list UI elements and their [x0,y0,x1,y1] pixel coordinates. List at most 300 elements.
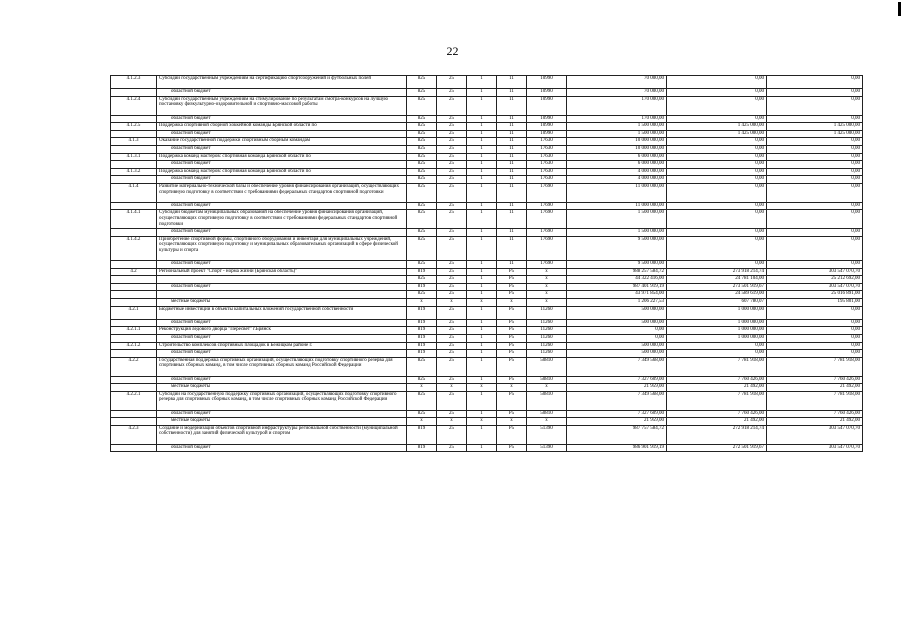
row-amount-year1: 10 000 000,00 [567,138,667,146]
row-subsection: 1 [467,425,497,444]
row-amount-year2: 0,00 [667,161,767,169]
row-name: Поддержка спортивной сборной хоккейной команды Брянской области по [157,123,407,131]
row-code [111,350,157,358]
row-section: 25 [437,96,467,115]
row-target-b: 17630 [527,145,567,153]
row-target-a: 11 [497,202,527,210]
table-row [111,410,863,418]
row-amount-year2: 0,00 [667,261,767,269]
row-amount-year3: 25 212 692,00 [767,276,863,284]
row-code [111,115,157,123]
row-subsection: 1 [467,410,497,418]
row-gr: 819 [407,444,437,452]
row-amount-year1: 500 000,00 [567,342,667,350]
row-code: 4.2.1.1 [111,327,157,335]
row-gr: 825 [407,183,437,202]
row-target-a: 11 [497,123,527,131]
table-row [111,376,863,384]
row-amount-year2: 0,00 [667,76,767,89]
row-amount-year1: 500 000,00 [567,319,667,327]
row-amount-year1: 9 500 000,00 [567,236,667,260]
row-amount-year3: 0,00 [767,210,863,229]
table-row [111,357,863,376]
table-row [111,327,863,335]
row-amount-year1: 70 000,00 [567,89,667,97]
row-target-b: 11260 [527,350,567,358]
row-gr: 825 [407,130,437,138]
row-amount-year3: 0,00 [767,342,863,350]
row-amount-year3: 25 016 891,00 [767,291,863,299]
row-target-b: 50810 [527,391,567,410]
row-target-b: 10990 [527,89,567,97]
row-code [111,276,157,284]
row-subsection: 1 [467,276,497,284]
row-target-a: P5 [497,444,527,452]
budget-table [110,75,863,452]
row-target-a: P5 [497,376,527,384]
row-amount-year3: 303 547 070,70 [767,283,863,291]
row-amount-year2: 607 780,07 [667,299,767,307]
row-subsection: 1 [467,350,497,358]
row-gr: 825 [407,138,437,146]
row-target-a: P5 [497,425,527,444]
row-subsection: 1 [467,153,497,161]
row-code: 4.1.3 [111,138,157,146]
row-target-b: 50810 [527,376,567,384]
row-code [111,283,157,291]
row-target-b: 50810 [527,410,567,418]
row-amount-year3: 1 425 000,00 [767,130,863,138]
row-amount-year3: 0,00 [767,350,863,358]
row-target-b: 17630 [527,176,567,184]
row-amount-year3: 0,00 [767,183,863,202]
row-name [157,276,407,284]
row-target-a: x [497,418,527,426]
row-subsection: 1 [467,283,497,291]
row-gr: 819 [407,350,437,358]
row-amount-year2: 272 501 919,67 [667,444,767,452]
row-section: 25 [437,268,467,276]
row-target-a: 11 [497,76,527,89]
row-amount-year1: 6 000 000,00 [567,161,667,169]
table-row [111,261,863,269]
row-amount-year2: 1 000 000,00 [667,319,767,327]
row-target-b: 17630 [527,168,567,176]
row-target-b: 10990 [527,115,567,123]
row-gr: 825 [407,176,437,184]
row-amount-year3: 0,00 [767,319,863,327]
row-amount-year3: 195 801,00 [767,299,863,307]
row-gr: 825 [407,123,437,131]
row-code [111,229,157,237]
row-subsection: 1 [467,202,497,210]
row-target-a: 11 [497,210,527,229]
row-gr: 819 [407,342,437,350]
table-row [111,183,863,202]
row-amount-year3: 0,00 [767,202,863,210]
row-amount-year2: 7 781 918,00 [667,357,767,376]
row-amount-year3: 303 547 070,70 [767,444,863,452]
row-name: областной бюджет [157,145,407,153]
row-name: Субсидии государственным учреждениям на сертификацию спортсооружений и футбольных полей [157,76,407,89]
row-subsection: 1 [467,319,497,327]
row-gr: 825 [407,261,437,269]
row-subsection: 1 [467,391,497,410]
row-amount-year3: 0,00 [767,96,863,115]
row-amount-year1: 4 000 000,00 [567,176,667,184]
row-subsection: 1 [467,76,497,89]
row-name: областной бюджет [157,161,407,169]
row-amount-year2: 0,00 [667,176,767,184]
row-target-b: 10990 [527,123,567,131]
row-code: 4.1.4 [111,183,157,202]
row-gr: 825 [407,410,437,418]
row-amount-year2: 273 501 919,67 [667,283,767,291]
row-target-a: P5 [497,268,527,276]
row-code: 4.1.4.1 [111,210,157,229]
row-subsection: 1 [467,138,497,146]
row-code [111,202,157,210]
row-gr: 825 [407,89,437,97]
row-target-b: x [527,283,567,291]
row-code [111,384,157,392]
table-row [111,168,863,176]
table-row [111,384,863,392]
row-section: 25 [437,376,467,384]
row-subsection: 1 [467,89,497,97]
row-amount-year2: 1 000 000,00 [667,335,767,343]
row-amount-year2: 0,00 [667,96,767,115]
row-section: 25 [437,444,467,452]
row-amount-year1: 4 000 000,00 [567,168,667,176]
row-amount-year1: 500 000,00 [567,350,667,358]
page-number: 22 [446,44,459,58]
row-amount-year3: 0,00 [767,176,863,184]
row-target-b: x [527,291,567,299]
row-amount-year3: 0,00 [767,335,863,343]
row-target-a: 11 [497,261,527,269]
row-subsection: 1 [467,268,497,276]
row-code [111,418,157,426]
row-code [111,161,157,169]
row-target-b: 50810 [527,357,567,376]
row-subsection: 1 [467,96,497,115]
row-code [111,376,157,384]
row-amount-year2: 7 760 426,00 [667,410,767,418]
row-target-a: P5 [497,410,527,418]
row-target-a: 11 [497,115,527,123]
row-subsection: 1 [467,210,497,229]
row-name: областной бюджет [157,115,407,123]
row-name: Развитие материально-технической базы и обеспечение уровня финансирования организаций, осуществляющих спортивную подготовку в соответствии с требованиями федеральных стандартов спортивной подготовки [157,183,407,202]
row-amount-year1: 21 959,00 [567,418,667,426]
row-amount-year2: 0,00 [667,183,767,202]
row-name: Региональный проект "Спорт - норма жизни (Брянская область)" [157,268,407,276]
table-row [111,291,863,299]
row-target-b: 11260 [527,342,567,350]
row-code: 4.1.2.5 [111,123,157,131]
table-row [111,335,863,343]
row-name: Субсидии государственным учреждениям на стимулирование по результатам смотра-конкурсов на лучшую постановку физкультурно-оздоровительной и спортивно-массовой работы [157,96,407,115]
row-name: Оказание государственной поддержки спортивным сборным командам [157,138,407,146]
row-subsection: x [467,299,497,307]
row-amount-year3: 7 781 918,00 [767,357,863,376]
row-subsection: 1 [467,236,497,260]
row-code: 4.1.2.3 [111,76,157,89]
row-amount-year2: 272 918 214,74 [667,425,767,444]
row-target-a: 11 [497,229,527,237]
row-gr: 825 [407,153,437,161]
row-target-a: P5 [497,327,527,335]
row-code [111,261,157,269]
row-target-a: P5 [497,391,527,410]
table-row [111,176,863,184]
row-amount-year2: 1 425 000,00 [667,123,767,131]
row-amount-year2: 0,00 [667,168,767,176]
row-amount-year2: 24 781 104,00 [667,276,767,284]
row-code: 4.2.1 [111,306,157,319]
row-amount-year3: 0,00 [767,76,863,89]
row-subsection: x [467,418,497,426]
row-target-b: x [527,384,567,392]
table-row [111,299,863,307]
row-amount-year1: 0,00 [567,327,667,335]
row-target-b: 17690 [527,202,567,210]
row-section: 25 [437,183,467,202]
row-target-b: x [527,418,567,426]
row-gr: 825 [407,210,437,229]
row-name: областной бюджет [157,261,407,269]
row-code: 4.2.3 [111,425,157,444]
row-amount-year1: 9 500 000,00 [567,261,667,269]
row-target-b: 17690 [527,261,567,269]
row-target-a: P5 [497,350,527,358]
row-target-b: x [527,268,567,276]
row-subsection: 1 [467,327,497,335]
row-name: областной бюджет [157,283,407,291]
row-subsection: 1 [467,115,497,123]
row-amount-year1: 7 349 568,00 [567,357,667,376]
row-amount-year2: 0,00 [667,115,767,123]
row-gr: x [407,299,437,307]
row-name: областной бюджет [157,202,407,210]
row-gr: 825 [407,291,437,299]
table-row [111,306,863,319]
row-target-b: 17690 [527,236,567,260]
row-section: 25 [437,291,467,299]
row-gr: 825 [407,76,437,89]
row-section: 25 [437,229,467,237]
row-target-b: 11260 [527,306,567,319]
row-amount-year1: 500 000,00 [567,306,667,319]
row-section: 25 [437,168,467,176]
row-section: 25 [437,130,467,138]
row-target-b: 17630 [527,138,567,146]
row-amount-year2: 0,00 [667,210,767,229]
row-name: Субсидии бюджетам муниципальных образований на обеспечение уровня финансирования организаций, осуществляющих спортивную подготовку в соответствии с требованиями федеральных стандартов спортивной подготовки [157,210,407,229]
row-subsection: 1 [467,335,497,343]
row-amount-year2: 24 589 619,00 [667,291,767,299]
row-section: 25 [437,89,467,97]
row-name: Поддержка команд мастеров: спортивная команда Брянской области по [157,168,407,176]
row-gr: 819 [407,319,437,327]
table-row [111,418,863,426]
row-subsection: 1 [467,376,497,384]
table-row [111,89,863,97]
row-amount-year2: 0,00 [667,145,767,153]
table-row [111,96,863,115]
row-subsection: 1 [467,130,497,138]
row-name: Государственная поддержка спортивных организаций, осуществляющих подготовку спортивного резерва для спортивных сборных команд, в том числе спортивных сборных команд Российской Федерации [157,357,407,376]
row-subsection: 1 [467,357,497,376]
row-code [111,444,157,452]
row-target-b: 17690 [527,210,567,229]
row-amount-year3: 0,00 [767,229,863,237]
row-amount-year1: 987 401 919,19 [567,283,667,291]
table-row [111,425,863,444]
row-target-a: 11 [497,89,527,97]
row-code: 4.1.4.2 [111,236,157,260]
row-amount-year3: 7 781 918,00 [767,391,863,410]
row-amount-year3: 0,00 [767,161,863,169]
row-section: 25 [437,342,467,350]
row-amount-year2: 0,00 [667,138,767,146]
row-gr: 825 [407,202,437,210]
row-section: 25 [437,425,467,444]
row-amount-year1: 987 757 584,72 [567,425,667,444]
row-subsection: 1 [467,176,497,184]
row-subsection: 1 [467,123,497,131]
row-target-b: 17690 [527,229,567,237]
row-target-a: P5 [497,283,527,291]
row-subsection: 1 [467,229,497,237]
row-target-b: 17630 [527,153,567,161]
row-amount-year2: 21 492,00 [667,384,767,392]
row-section: 25 [437,276,467,284]
row-name: областной бюджет [157,335,407,343]
row-gr: 819 [407,335,437,343]
row-amount-year1: 7 327 609,00 [567,410,667,418]
row-subsection: 1 [467,161,497,169]
row-amount-year3: 0,00 [767,261,863,269]
row-gr: 825 [407,357,437,376]
row-amount-year1: 7 349 568,00 [567,391,667,410]
row-amount-year1: 988 257 584,72 [567,268,667,276]
row-section: 25 [437,410,467,418]
row-gr: 825 [407,236,437,260]
row-section: 25 [437,123,467,131]
row-amount-year3: 0,00 [767,153,863,161]
row-amount-year1: 986 901 919,19 [567,444,667,452]
row-amount-year3: 303 547 070,70 [767,425,863,444]
row-amount-year2: 0,00 [667,229,767,237]
row-amount-year1: 43 971 854,00 [567,291,667,299]
row-subsection: 1 [467,306,497,319]
row-amount-year1: 44 322 416,00 [567,276,667,284]
row-gr: 819 [407,306,437,319]
row-amount-year3: 0,00 [767,236,863,260]
row-target-a: x [497,299,527,307]
row-amount-year1: 7 327 609,00 [567,376,667,384]
row-target-a: P5 [497,306,527,319]
table-row [111,350,863,358]
row-target-a: 11 [497,96,527,115]
row-amount-year2: 1 000 000,00 [667,306,767,319]
row-section: 25 [437,319,467,327]
row-code [111,410,157,418]
row-section: 25 [437,350,467,358]
row-amount-year1: 170 000,00 [567,96,667,115]
table-row [111,283,863,291]
row-target-b: 11260 [527,327,567,335]
row-amount-year3: 1 425 000,00 [767,123,863,131]
row-subsection: 1 [467,291,497,299]
row-code: 4.1.2.4 [111,96,157,115]
row-amount-year1: 10 000 000,00 [567,145,667,153]
row-subsection: 1 [467,342,497,350]
row-amount-year2: 1 425 000,00 [667,130,767,138]
row-code [111,89,157,97]
row-name: Реконструкция ледового дворца "Пересвет" г.Брянск [157,327,407,335]
row-amount-year1: 1 500 000,00 [567,123,667,131]
row-amount-year3: 0,00 [767,138,863,146]
row-section: 25 [437,138,467,146]
row-amount-year1: 11 000 000,00 [567,202,667,210]
row-name: областной бюджет [157,130,407,138]
row-amount-year2: 0,00 [667,350,767,358]
row-gr: 825 [407,229,437,237]
row-gr: 819 [407,268,437,276]
row-name: областной бюджет [157,410,407,418]
row-amount-year1: 1 206 227,53 [567,299,667,307]
row-target-a: 11 [497,168,527,176]
row-target-a: P5 [497,357,527,376]
row-name: областной бюджет [157,444,407,452]
row-amount-year3: 0,00 [767,168,863,176]
row-name: Создание и модернизация объектов спортивной инфраструктуры региональной собственности (муниципальной собственности) для занятий физической культурой и спортом [157,425,407,444]
table-body [111,76,863,452]
row-amount-year2: 7 781 918,00 [667,391,767,410]
row-amount-year3: 21 492,00 [767,418,863,426]
row-amount-year1: 21 959,00 [567,384,667,392]
row-amount-year2: 273 918 214,74 [667,268,767,276]
table-row [111,161,863,169]
row-gr: 825 [407,96,437,115]
row-section: 25 [437,145,467,153]
row-amount-year3: 0,00 [767,306,863,319]
row-subsection: 1 [467,145,497,153]
row-target-b: 10990 [527,96,567,115]
row-code: 4.1.3.2 [111,168,157,176]
row-gr: 825 [407,276,437,284]
table-row [111,130,863,138]
row-code: 4.1.3.1 [111,153,157,161]
row-section: 25 [437,161,467,169]
row-gr: 825 [407,145,437,153]
row-target-b: 11260 [527,335,567,343]
row-amount-year3: 0,00 [767,89,863,97]
row-target-a: P5 [497,276,527,284]
row-section: 25 [437,391,467,410]
row-target-a: 11 [497,236,527,260]
table-row [111,444,863,452]
row-name: областной бюджет [157,319,407,327]
row-target-b: x [527,299,567,307]
row-code [111,176,157,184]
row-section: 25 [437,210,467,229]
row-target-b: 10990 [527,76,567,89]
table-row [111,76,863,89]
